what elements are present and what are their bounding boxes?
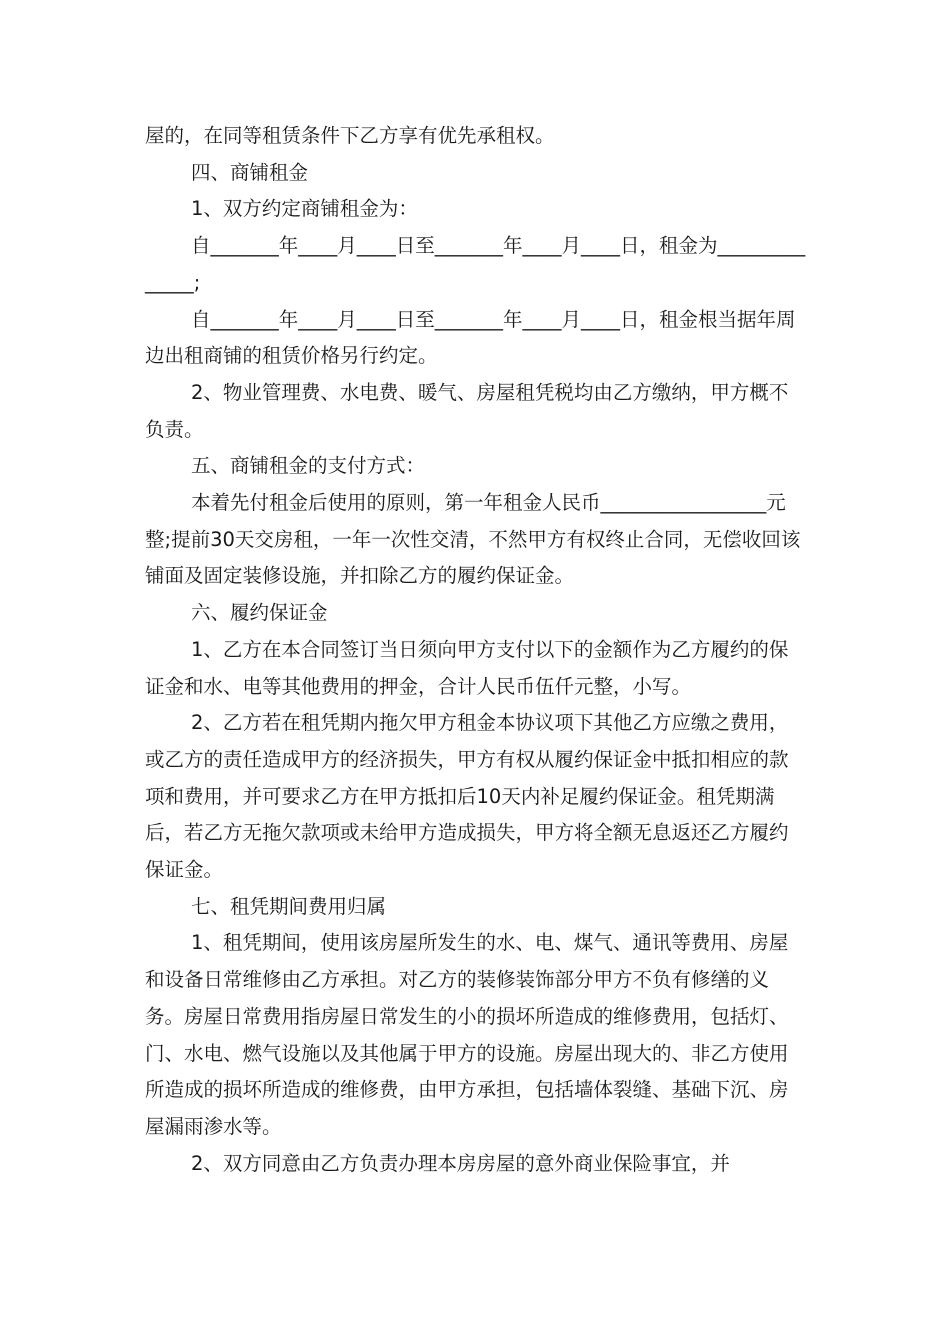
paragraph-continuation: 屋的，在同等租赁条件下乙方享有优先承租权。	[145, 124, 555, 147]
paragraph-deposit-2: 2、乙方若在租凭期内拖欠甲方租金本协议项下其他乙方应缴之费用，或乙方的责任造成甲方的经济损失，甲方有权从履约保证金中抵扣相应的款项和费用，并可要求乙方在甲方抵扣后10天内补足履约保证金。租凭期满后，若乙方无拖欠款项或未给甲方造成损失，甲方将全额无息返还乙方履约保证金。	[145, 711, 789, 882]
paragraph-deposit-1: 1、乙方在本合同签订当日须向甲方支付以下的金额作为乙方履约的保证金和水、电等其他费用的押金，合计人民币伍仟元整，小写。	[145, 637, 789, 698]
paragraph-rent-period-1: 自_______年____月____日至_______年____月____日，租金为______________;	[145, 234, 806, 294]
paragraph-payment: 本着先付租金后使用的原则，第一年租金人民币_________________元整;提前30天交房租，一年一次性交清，不然甲方有权终止合同，无偿收回该铺面及固定装修设施，并扣除乙方的履约保证金。	[145, 491, 801, 588]
section-heading-rent: 四、商铺租金	[191, 160, 309, 184]
paragraph-expenses-2: 2、双方同意由乙方负责办理本房房屋的意外商业保险事宜，并	[191, 1151, 730, 1175]
section-heading-expenses: 七、租凭期间费用归属	[191, 894, 387, 918]
paragraph-fees: 2、物业管理费、水电费、暖气、房屋租凭税均由乙方缴纳，甲方概不负责。	[145, 380, 789, 441]
paragraph-expenses-1: 1、租凭期间，使用该房屋所发生的水、电、煤气、通讯等费用、房屋和设备日常维修由乙方承担。对乙方的装修装饰部分甲方不负有修缮的义务。房屋日常费用指房屋日常发生的小的损坏所造成的维修费用，包括灯、门、水电、燃气设施以及其他属于甲方的设施。房屋出现大的、非乙方使用所造成的损坏所造成的维修费，由甲方承担，包括墙体裂缝、基础下沉、房屋漏雨渗水等。	[145, 931, 789, 1138]
section-heading-deposit: 六、履约保证金	[191, 601, 328, 625]
document-body	[145, 118, 807, 1182]
paragraph-rent-agreed: 1、双方约定商铺租金为：	[191, 197, 418, 221]
paragraph-rent-period-2: 自_______年____月____日至_______年____月____日，租金根当据年周边出租商铺的租赁价格另行约定。	[145, 307, 796, 368]
section-heading-payment: 五、商铺租金的支付方式：	[191, 454, 426, 478]
